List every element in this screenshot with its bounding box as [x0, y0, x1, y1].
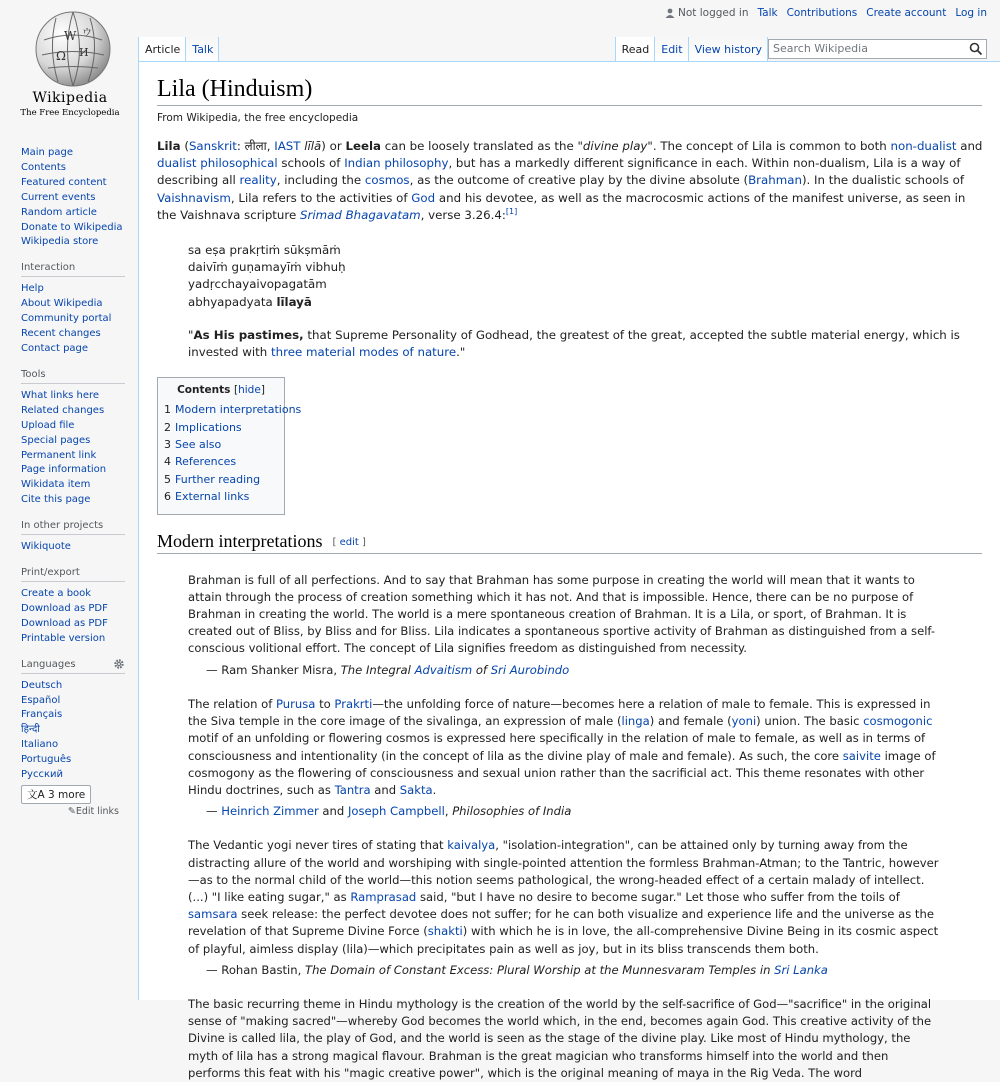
sidebar-item-download-pdf-2[interactable]: Download as PDF: [21, 617, 108, 629]
toc-item[interactable]: 6 External links: [164, 490, 250, 504]
link-reality[interactable]: reality: [239, 173, 277, 188]
toc-item[interactable]: 5 Further reading: [164, 472, 261, 486]
link-vaishnavism[interactable]: Vaishnavism: [157, 190, 231, 205]
sidebar-item-special-pages[interactable]: Special pages: [21, 434, 91, 446]
toc-title: Contents [hide]: [177, 384, 265, 397]
sidebar-item-recent-changes[interactable]: Recent changes: [21, 328, 101, 340]
sidebar-item-lang-portugues[interactable]: Português: [21, 754, 72, 766]
sidebar-navigation: [21, 146, 125, 250]
logo-wordmark: Wikipedia: [32, 90, 108, 106]
link-saivite[interactable]: saivite: [842, 748, 881, 763]
link-indian-philosophy[interactable]: Indian philosophy: [344, 156, 449, 171]
blockquote-misra: [188, 572, 943, 679]
site-subtitle: From Wikipedia, the free encyclopedia: [157, 112, 359, 124]
personal-tools: [665, 7, 987, 19]
link-sakta[interactable]: Sakta: [399, 782, 433, 797]
svg-text:И: И: [79, 46, 89, 59]
quote-citation: — Rohan Bastin, The Domain of Constant Excess: Plural Worship at the Munnesvaram Temples in Sri Lanka: [206, 962, 828, 977]
toc-hide-link[interactable]: hide: [238, 384, 261, 397]
link-cosmogonic[interactable]: cosmogonic: [863, 714, 933, 729]
sidebar-item-lang-deutsch[interactable]: Deutsch: [21, 679, 63, 691]
sidebar-heading-other-projects: In other projects: [21, 520, 125, 535]
sidebar-other-projects: [21, 520, 125, 555]
sidebar-item-community-portal[interactable]: Community portal: [21, 313, 112, 325]
sidebar-item-wikiquote[interactable]: Wikiquote: [21, 541, 71, 553]
link-brahman[interactable]: Brahman: [748, 173, 802, 188]
sidebar-item-lang-italiano[interactable]: Italiano: [21, 739, 59, 751]
sidebar-item-upload-file[interactable]: Upload file: [21, 419, 75, 431]
tab-read[interactable]: Read: [615, 37, 656, 62]
link-sri-aurobindo[interactable]: Sri Aurobindo: [490, 662, 570, 677]
tab-talk[interactable]: Talk: [186, 37, 219, 62]
blockquote-bastin: [188, 837, 943, 979]
link-sanskrit[interactable]: Sanskrit: [188, 139, 237, 153]
sidebar-item-featured-content[interactable]: Featured content: [21, 176, 107, 188]
log-in-link[interactable]: Log in: [955, 7, 987, 19]
namespace-tabs: [138, 37, 219, 62]
sidebar-heading-print-export: Print/export: [21, 567, 125, 582]
sidebar-tools: [21, 369, 125, 508]
edit-links-label: Edit links: [75, 806, 119, 817]
svg-text:Ω: Ω: [56, 49, 66, 63]
sidebar-item-lang-hindi[interactable]: हिन्दी: [21, 724, 40, 736]
link-srimad-bhagavatam[interactable]: Srimad Bhagavatam: [300, 207, 421, 222]
link-iast[interactable]: IAST: [274, 139, 301, 153]
link-cosmos[interactable]: cosmos: [364, 173, 410, 188]
sidebar-item-current-events[interactable]: Current events: [21, 191, 96, 203]
verse-translation: "As His pastimes, that Supreme Personality of Godhead, the greatest of the great, accepted the subtle material energy, which is invested with three material modes of nature.": [188, 327, 960, 360]
link-shakti[interactable]: shakti: [427, 924, 463, 939]
verse-line: sa eṣa prakṛtiṁ sūkṣmāṁ: [188, 243, 341, 258]
sidebar-item-download-pdf[interactable]: Download as PDF: [21, 602, 108, 614]
gear-icon[interactable]: [113, 658, 125, 670]
toc-item[interactable]: 1 Modern interpretations: [164, 403, 302, 417]
sidebar-heading-tools: Tools: [21, 369, 125, 384]
verse-line: abhyapadyata līlayā: [188, 294, 312, 309]
sidebar-item-lang-russian[interactable]: Русский: [21, 769, 63, 781]
not-logged-in: Not logged in: [665, 7, 748, 19]
sidebar-item-cite-this-page[interactable]: Cite this page: [21, 494, 91, 506]
sidebar-languages: [21, 659, 125, 817]
sidebar-item-contact-page[interactable]: Contact page: [21, 342, 89, 354]
sidebar-interaction: [21, 262, 125, 357]
sidebar-item-random-article[interactable]: Random article: [21, 206, 97, 218]
link-yoni[interactable]: yoni: [731, 714, 757, 729]
link-ramprasad[interactable]: Ramprasad: [350, 889, 417, 904]
quote-text: The Vedantic yogi never tires of stating that kaivalya, "isolation-integration", can be attained only by turning away from the distracting allure of the world and worshiping with single-pointed attention the formless Brahman-Atman; to the Tantric, however—as to the normal child of the world—this notion seems pathological, the wrong-headed effect of a certain malady of intellect. (...) "I like eating sugar," as Ramprasad said, "but I have no desire to become sugar." Let those who suffer from the toils of samsara seek release: the perfect devotee does not suffer; for he can both visualize and experience life and the universe as the revelation of that Supreme Divine Force (shakti) with which he is in love, the all-comprehensive Divine Being in its cosmic aspect of playful, aimless display (lila)—which precipitates pain as well as joy, but in its bliss transcends them both.: [188, 838, 939, 956]
tab-article[interactable]: Article: [138, 37, 186, 62]
user-icon: [665, 8, 675, 18]
search-placeholder: Search Wikipedia: [773, 42, 868, 55]
sidebar-item-contents[interactable]: Contents: [21, 161, 66, 173]
link-joseph-campbell[interactable]: Joseph Campbell: [347, 804, 445, 819]
more-languages-label: 3 more: [48, 789, 86, 801]
link-heinrich-zimmer[interactable]: Heinrich Zimmer: [221, 804, 319, 819]
link-tantra[interactable]: Tantra: [334, 782, 371, 797]
link-linga[interactable]: linga: [621, 714, 650, 729]
sidebar-item-what-links-here[interactable]: What links here: [21, 389, 100, 401]
sidebar-item-help[interactable]: Help: [21, 283, 44, 295]
link-kaivalya[interactable]: kaivalya: [447, 838, 496, 853]
link-advaitism[interactable]: Advaitism: [414, 662, 473, 677]
sidebar-item-create-book[interactable]: Create a book: [21, 588, 92, 600]
sidebar-item-printable-version[interactable]: Printable version: [21, 632, 106, 644]
toc-item[interactable]: 4 References: [164, 455, 237, 469]
quote-citation: — Heinrich Zimmer and Joseph Campbell, Philosophies of India: [206, 804, 572, 819]
sidebar-item-main-page[interactable]: Main page: [21, 147, 74, 158]
svg-text:W: W: [64, 29, 77, 43]
sidebar-item-lang-francais[interactable]: Français: [21, 709, 63, 721]
verse-line: yadṛcchayaivopagatām: [188, 277, 327, 292]
link-dualist-philosophical[interactable]: dualist philosophical: [157, 156, 278, 171]
translate-icon: 文A: [27, 789, 49, 801]
sidebar-item-wikidata-item[interactable]: Wikidata item: [21, 479, 91, 491]
link-samsara[interactable]: samsara: [188, 907, 238, 922]
quote-text: Brahman is full of all perfections. And to say that Brahman has some purpose in creating the world will mean that it wants to attain through the process of creation something which it has not. And that is impossible. Hence, there can be no purpose of Brahman in creating the world. The world is a mere spontaneous creation of Brahman. It is a Lila, or sport, of Brahman. It is created out of Bliss, by Bliss and for Bliss. Lila indicates a spontaneous sportive activity of Brahman as distinguished from a self-conscious volitional effort. The concept of Lila signifies freedom as distinguished from necessity.: [188, 572, 936, 656]
table-of-contents: [157, 377, 302, 514]
link-prakrti[interactable]: Prakrti: [334, 696, 373, 711]
lead-paragraph: Lila (Sanskrit: लीला, IAST līlā) or Leela can be loosely translated as the "divine play". The concept of Lila is common to both non-dualist and dualist philosophical schools of Indian philosophy, but has a markedly different significance in each. Within non-dualism, Lila is a way of describing all reality, including the cosmos, as the outcome of creative play by the divine absolute (Brahman). In the dualistic schools of Vaishnavism, Lila refers to the activities of God and his devotee, as well as the macrocosmic actions of the manifest universe, as seen in the Vaishnava scripture Srimad Bhagavatam, verse 3.26.4:[1]: [157, 139, 983, 222]
quote-text: The relation of Purusa to Prakrti—the unfolding force of nature—becomes here a relation of male to female. This is expressed in the Siva temple in the core image of the sivalinga, an expression of male (linga) and female (yoni) union. The basic cosmogonic motif of an unfolding or flowering cosmos is expressed here specifically in the relation of male to female, as well as in terms of consciousness and intentionality (in the concept of lila as the divine play of male and female). As such, the core saivite image of cosmogony as the flowering of consciousness and sexual union rather than the sacrificial act. This theme resonates with other Hindu doctrines, such as Tantra and Sakta.: [188, 696, 936, 797]
quote-text: The basic recurring theme in Hindu mythology is the creation of the world by the self-sacrifice of God—"sacrifice" in the original sense of "making sacred"—whereby God becomes the world which, in the end, becomes again God. This creative activity of the Divine is called lila, the play of God, and the world is seen as the stage of the divine play. Like most of Hindu mythology, the myth of lila has a strong magical flavour. Brahman is the great magician who transforms himself into the world and then performs this feat with his "magic creative power", which is the original meaning of maya in the Rig Veda. The word: [188, 996, 932, 1080]
logo-tagline: The Free Encyclopedia: [20, 108, 120, 118]
edit-links[interactable]: [21, 806, 119, 817]
globe-icon: [34, 10, 112, 88]
sidebar-item-page-information[interactable]: Page information: [21, 464, 107, 476]
quote-citation: — Ram Shanker Misra, The Integral Advaitism of Sri Aurobindo: [206, 662, 570, 677]
talk-link[interactable]: Talk: [757, 7, 778, 19]
pencil-icon: ✎: [67, 806, 76, 817]
create-account-link[interactable]: Create account: [866, 7, 947, 19]
sidebar-item-about[interactable]: About Wikipedia: [21, 298, 103, 310]
link-purusa[interactable]: Purusa: [275, 696, 316, 711]
blockquote-mythology: [188, 996, 943, 1082]
sidebar-item-lang-espanol[interactable]: Español: [21, 694, 61, 706]
toc-item[interactable]: 2 Implications: [164, 420, 242, 434]
reference-1[interactable]: [1]: [505, 206, 518, 216]
contributions-link[interactable]: Contributions: [786, 7, 858, 19]
toc-item[interactable]: 3 See also: [164, 438, 222, 452]
section-heading-modern-interpretations: Modern interpretations [ edit ]: [157, 531, 982, 554]
sidebar-item-donate[interactable]: Donate to Wikipedia: [21, 221, 123, 233]
sidebar-item-related-changes[interactable]: Related changes: [21, 404, 105, 416]
wikipedia-logo[interactable]: [18, 10, 122, 122]
link-non-dualist[interactable]: non-dualist: [890, 139, 957, 153]
svg-text:ウ: ウ: [82, 28, 92, 39]
verse-line: daivīṁ guṇamayīṁ vibhuḥ: [188, 260, 346, 275]
link-god[interactable]: God: [411, 190, 436, 205]
more-languages-button[interactable]: [21, 785, 91, 804]
lead-bold-term: Lila: [157, 139, 181, 153]
link-three-material-modes[interactable]: three material modes of nature: [271, 345, 457, 360]
tab-view-history[interactable]: View history: [689, 37, 768, 62]
sidebar-item-permanent-link[interactable]: Permanent link: [21, 449, 97, 461]
section-edit-link[interactable]: edit: [339, 537, 359, 549]
view-tabs: [615, 37, 768, 62]
tab-edit[interactable]: Edit: [655, 37, 688, 62]
sidebar-heading-interaction: Interaction: [21, 262, 125, 277]
sidebar-heading-languages: [21, 659, 125, 674]
languages-title: Languages: [21, 658, 76, 670]
sanskrit-verse: [188, 242, 982, 311]
sidebar: [21, 146, 125, 829]
sidebar-item-store[interactable]: Wikipedia store: [21, 236, 99, 248]
article-content: [138, 61, 1000, 1080]
blockquote-zimmer: [188, 696, 943, 820]
page-title: Lila (Hinduism): [157, 76, 982, 106]
search-input[interactable]: [768, 39, 987, 59]
sidebar-print-export: [21, 567, 125, 647]
link-sri-lanka[interactable]: Sri Lanka: [774, 962, 828, 977]
search-icon[interactable]: [969, 42, 983, 56]
